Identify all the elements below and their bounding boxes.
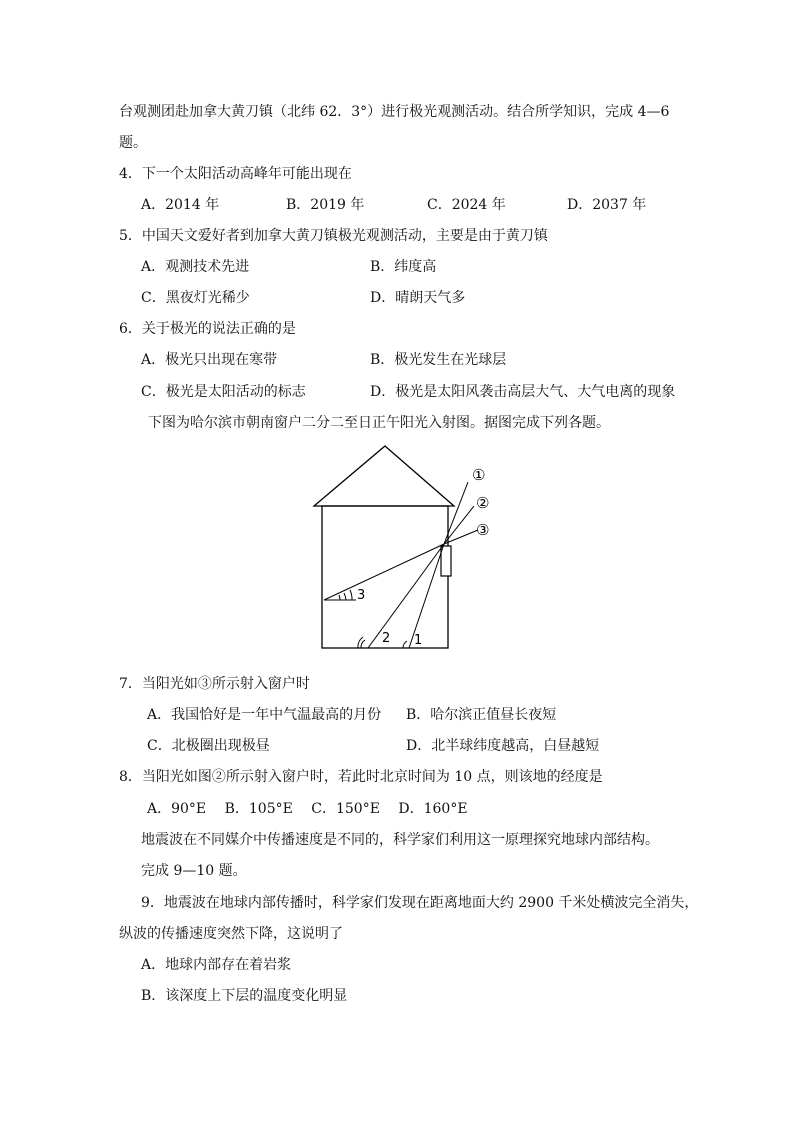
question-7-option-d: D．北半球纬度越高，白昼越短: [406, 738, 600, 754]
question-4-option-b: B．2019 年: [286, 197, 365, 213]
angle-label-3: 3: [357, 588, 366, 603]
question-4-option-a: A．2014 年: [141, 197, 220, 213]
question-5-option-c: C．黑夜灯光稀少: [141, 290, 250, 306]
question-9-option-b: B．该深度上下层的温度变化明显: [141, 988, 348, 1004]
ray-2-inside: [368, 544, 444, 648]
question-5-option-a: A．观测技术先进: [141, 259, 250, 275]
question-4-stem: 4．下一个太阳活动高峰年可能出现在: [119, 166, 352, 182]
question-8-options: A．90°E B．105°E C．150°E D．160°E: [147, 801, 468, 817]
question-7-option-b: B．哈尔滨正值昼长夜短: [406, 707, 557, 723]
question-9-stem-line-1: 9．地震波在地球内部传播时，科学家们发现在距离地面大约 2900 千米处横波完全消失，: [141, 895, 699, 911]
house-roof: [314, 446, 454, 506]
angle-3-arc-inner: [339, 595, 340, 600]
question-6-option-b: B．极光发生在光球层: [370, 352, 507, 368]
window: [441, 546, 451, 576]
question-7-option-a: A．我国恰好是一年中气温最高的月份: [147, 707, 382, 723]
question-4-option-c: C．2024 年: [427, 197, 506, 213]
question-5-stem: 5．中国天文爱好者到加拿大黄刀镇极光观测活动，主要是由于黄刀镇: [119, 228, 548, 244]
question-5-option-b: B．纬度高: [370, 259, 437, 275]
ray-3-inside: [324, 544, 444, 600]
question-6-stem: 6．关于极光的说法正确的是: [119, 321, 296, 337]
angle-2-arc-inner: [361, 640, 365, 648]
angle-label-1: 1: [414, 633, 423, 648]
ray-label-2: ②: [476, 494, 490, 512]
question-6-option-d: D．极光是太阳风袭击高层大气、大气电离的现象: [370, 384, 676, 400]
intro-line-1: 台观测团赴加拿大黄刀镇（北纬 62．3°）进行极光观测活动。结合所学知识，完成 4—6: [119, 104, 670, 120]
angle-3-arc-mid: [344, 593, 346, 600]
question-5-option-d: D．晴朗天气多: [370, 290, 466, 306]
question-8-stem: 8．当阳光如图②所示射入窗户时，若此时北京时间为 10 点，则该地的经度是: [119, 769, 603, 785]
sunlight-window-diagram: [308, 444, 498, 654]
question-7-option-c: C．北极圈出现极昼: [147, 738, 270, 754]
question-4-option-d: D．2037 年: [567, 197, 647, 213]
angle-1-arc: [403, 641, 407, 648]
question-7-stem: 7．当阳光如③所示射入窗户时: [119, 676, 310, 692]
question-6-option-c: C．极光是太阳活动的标志: [141, 384, 306, 400]
ray-label-1: ①: [472, 466, 486, 484]
question-6-option-a: A．极光只出现在寒带: [141, 352, 278, 368]
passage-line-1: 地震波在不同媒介中传播速度是不同的，科学家们利用这一原理探究地球内部结构。: [141, 832, 659, 848]
figure-intro: 下图为哈尔滨市朝南窗户二分二至日正午阳光入射图。据图完成下列各题。: [148, 415, 610, 431]
question-9-stem-line-2: 纵波的传播速度突然下降，这说明了: [119, 926, 343, 942]
question-9-option-a: A．地球内部存在着岩浆: [141, 957, 292, 973]
intro-line-2: 题。: [119, 135, 147, 151]
house-wall: [322, 506, 448, 648]
angle-label-2: 2: [382, 631, 391, 646]
angle-3-arc-outer: [350, 590, 352, 600]
ray-label-3: ③: [476, 521, 490, 539]
passage-line-2: 完成 9—10 题。: [141, 863, 247, 879]
